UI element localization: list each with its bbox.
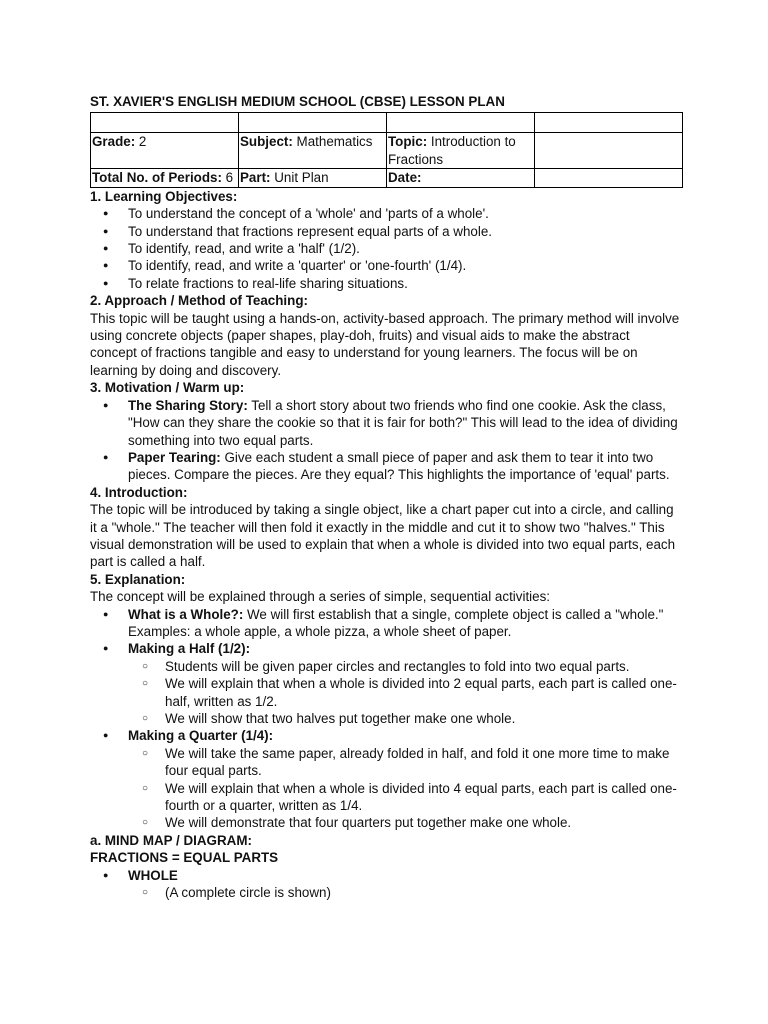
list-item: ● The Sharing Story: Tell a short story about two friends who find one cookie. Ask the class, "How can they share the cookie so that it is fair for both?" This will lead to the idea of dividing something into two equal parts.: [90, 397, 680, 449]
list-item: ● WHOLE: [90, 867, 680, 884]
header-table-row: [91, 133, 683, 169]
header-table-row: [91, 169, 683, 187]
date-cell: Date:: [387, 169, 535, 187]
grade-cell: Grade: 2: [91, 133, 239, 169]
lesson-plan-page: [90, 93, 680, 901]
mindmap-list: [90, 867, 680, 884]
part-cell: Part: Unit Plan: [239, 169, 387, 187]
section-heading: 4. Introduction:: [90, 484, 188, 500]
header-table: [90, 112, 683, 187]
section-heading: 1. Learning Objectives:: [90, 188, 238, 204]
list-item: ● To understand that fractions represent equal parts of a whole.: [90, 223, 680, 240]
sublist-item: ○ We will demonstrate that four quarters put together make one whole.: [90, 814, 680, 831]
topic-cell: Topic: Introduction to Fractions: [387, 133, 535, 169]
sublist-item: ○ We will show that two halves put together make one whole.: [90, 710, 680, 727]
subheading: FRACTIONS = EQUAL PARTS: [90, 850, 279, 866]
sublist-item: ○ Students will be given paper circles and rectangles to fold into two equal parts.: [90, 658, 680, 675]
subject-cell: Subject: Mathematics: [239, 133, 387, 169]
list-item: ● To understand the concept of a 'whole' and 'parts of a whole'.: [90, 205, 680, 222]
section-heading: a. MIND MAP / DIAGRAM:: [90, 832, 252, 848]
quarter-sublist: [90, 745, 680, 832]
objectives-list: [90, 205, 680, 292]
sublist-item: ○ (A complete circle is shown): [90, 884, 680, 901]
list-item: ● Making a Half (1/2):: [90, 640, 680, 657]
section-heading: 2. Approach / Method of Teaching:: [90, 293, 308, 309]
list-item: ● To identify, read, and write a 'quarter' or 'one-fourth' (1/4).: [90, 257, 680, 274]
list-item: ● What is a Whole?: We will first establish that a single, complete object is called a "whole." Examples: a whole apple, a whole pizza, a whole sheet of paper.: [90, 606, 680, 641]
explanation-list: [90, 727, 680, 744]
sublist-item: ○ We will take the same paper, already folded in half, and fold it one more time to make four equal parts.: [90, 745, 680, 780]
list-item: ● Paper Tearing: Give each student a small piece of paper and ask them to tear it into two pieces. Compare the pieces. Are they equal? This highlights the importance of 'equal' parts.: [90, 449, 680, 484]
periods-cell: Total No. of Periods: 6: [91, 169, 239, 187]
list-item: ● To identify, read, and write a 'half' (1/2).: [90, 240, 680, 257]
explanation-list: [90, 606, 680, 658]
warmup-list: [90, 397, 680, 484]
section-heading: 3. Motivation / Warm up:: [90, 380, 245, 396]
paragraph: The topic will be introduced by taking a single object, like a chart paper cut into a circle, and calling it a "whole." The teacher will then fold it exactly in the middle and cut it to show two "halves." This visual demonstration will be used to explain that when a whole is divided into two equal parts, each part is called a half.: [90, 502, 676, 570]
mindmap-sublist: [90, 884, 680, 901]
document-title: ST. XAVIER'S ENGLISH MEDIUM SCHOOL (CBSE) LESSON PLAN: [90, 94, 505, 109]
paragraph: The concept will be explained through a series of simple, sequential activities:: [90, 589, 550, 605]
sublist-item: ○ We will explain that when a whole is divided into 4 equal parts, each part is called one-fourth or a quarter, written as 1/4.: [90, 780, 680, 815]
sublist-item: ○ We will explain that when a whole is divided into 2 equal parts, each part is called one-half, written as 1/2.: [90, 675, 680, 710]
half-sublist: [90, 658, 680, 728]
section-heading: 5. Explanation:: [90, 571, 186, 587]
list-item: ● To relate fractions to real-life sharing situations.: [90, 275, 680, 292]
header-table-row-empty: [91, 113, 683, 133]
list-item: ● Making a Quarter (1/4):: [90, 727, 680, 744]
paragraph: This topic will be taught using a hands-on, activity-based approach. The primary method will involve using concrete objects (paper shapes, play-doh, fruits) and visual aids to make the abstract concept of fractions tangible and easy to understand for young learners. The focus will be on learning by doing and discovery.: [90, 310, 680, 378]
